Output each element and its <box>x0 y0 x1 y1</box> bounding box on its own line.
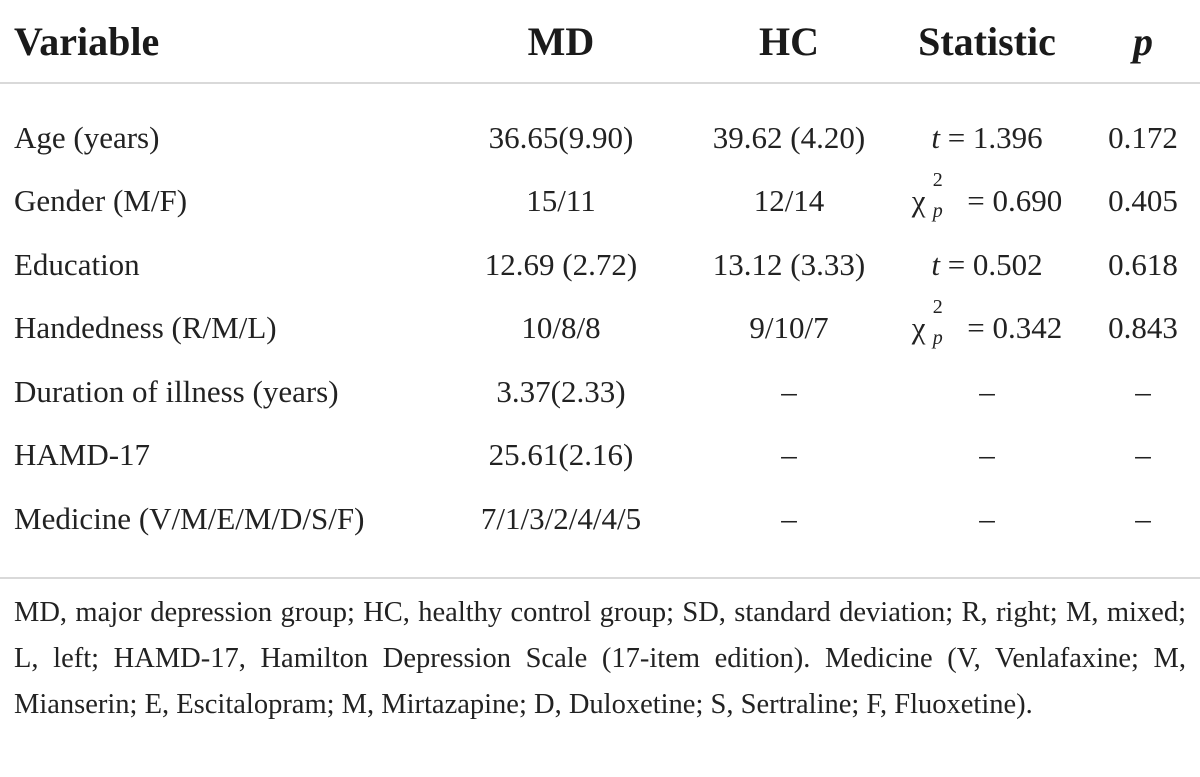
cell-md: 12.69 (2.72) <box>484 246 638 282</box>
statistic-symbol-base: χ <box>911 183 926 219</box>
cell-md: 7/1/3/2/4/4/5 <box>480 500 642 536</box>
cell-p: 0.843 <box>1108 310 1178 346</box>
cell-statistic <box>888 297 1086 361</box>
table-row <box>0 360 1200 424</box>
statistic-symbol-base: χ <box>911 310 926 346</box>
cell-variable: HAMD-17 <box>14 437 151 473</box>
cell-hc: – <box>781 437 797 473</box>
statistic-subscript: p <box>932 200 943 223</box>
cell-md: 36.65(9.90) <box>488 119 634 155</box>
table-row <box>0 424 1200 488</box>
cell-hc: – <box>781 373 797 409</box>
statistic-value: = 0.342 <box>967 310 1063 346</box>
header-variable: Variable <box>0 0 432 83</box>
cell-md: 15/11 <box>526 183 596 219</box>
statistic-value: – <box>979 437 995 473</box>
statistic-value: = 1.396 <box>947 119 1043 155</box>
statistic-symbol: t <box>931 246 940 282</box>
statistic-superscript: 2 <box>932 169 943 192</box>
cell-md: 25.61(2.16) <box>488 437 634 473</box>
cell-hc: – <box>781 500 797 536</box>
cell-hc: 12/14 <box>753 183 825 219</box>
table-row <box>0 487 1200 551</box>
statistic-symbol: t <box>931 119 940 155</box>
cell-statistic <box>888 106 1086 170</box>
header-row <box>0 0 1200 83</box>
cell-variable: Age (years) <box>14 119 160 155</box>
cell-p: – <box>1135 437 1151 473</box>
cell-p: 0.172 <box>1108 119 1178 155</box>
table-row <box>0 170 1200 234</box>
cell-p: 0.618 <box>1108 246 1178 282</box>
header-hc: HC <box>690 0 888 83</box>
table-row <box>0 106 1200 170</box>
statistic-subscript: p <box>932 327 943 350</box>
cell-statistic <box>888 487 1086 551</box>
cell-md: 3.37(2.33) <box>496 373 626 409</box>
cell-p: 0.405 <box>1108 183 1178 219</box>
table-top-gap <box>0 83 1200 106</box>
statistic-symbol <box>911 296 943 350</box>
table-header <box>0 0 1200 83</box>
cell-variable: Education <box>14 246 140 282</box>
statistic-value: = 0.502 <box>947 246 1043 282</box>
table-row <box>0 297 1200 361</box>
statistic-value: – <box>979 500 995 536</box>
cell-md: 10/8/8 <box>521 310 601 346</box>
cell-statistic <box>888 360 1086 424</box>
statistic-superscript: 2 <box>932 296 943 319</box>
cell-hc: 13.12 (3.33) <box>712 246 866 282</box>
cell-variable: Handedness (R/M/L) <box>14 310 277 346</box>
cell-statistic <box>888 424 1086 488</box>
table-row <box>0 233 1200 297</box>
cell-p: – <box>1135 373 1151 409</box>
table-bottom-rule <box>0 551 1200 578</box>
cell-statistic <box>888 170 1086 234</box>
cell-hc: 9/10/7 <box>749 310 829 346</box>
header-md: MD <box>432 0 690 83</box>
cell-hc: 39.62 (4.20) <box>712 119 866 155</box>
statistic-value: – <box>979 373 995 409</box>
cell-p: – <box>1135 500 1151 536</box>
cell-variable: Gender (M/F) <box>14 183 188 219</box>
table-body <box>0 83 1200 578</box>
header-statistic: Statistic <box>888 0 1086 83</box>
cell-statistic <box>888 233 1086 297</box>
table-footnote: MD, major depression group; HC, healthy control group; SD, standard deviation; R, right; M, mixed; L, left; HAMD-17, Hamilton Depression Scale (17-item edition). Medicine (V, Venlafaxine; M, Mianserin; E, Escitalopram; M, Mirtazapine; D, Duloxetine; S, Sertraline; F, Fluoxetine). <box>14 597 1186 720</box>
statistic-value: = 0.690 <box>967 183 1063 219</box>
cell-variable: Duration of illness (years) <box>14 373 339 409</box>
statistic-symbol <box>911 169 943 223</box>
cell-variable: Medicine (V/M/E/M/D/S/F) <box>14 500 365 536</box>
header-p: p <box>1086 0 1200 83</box>
